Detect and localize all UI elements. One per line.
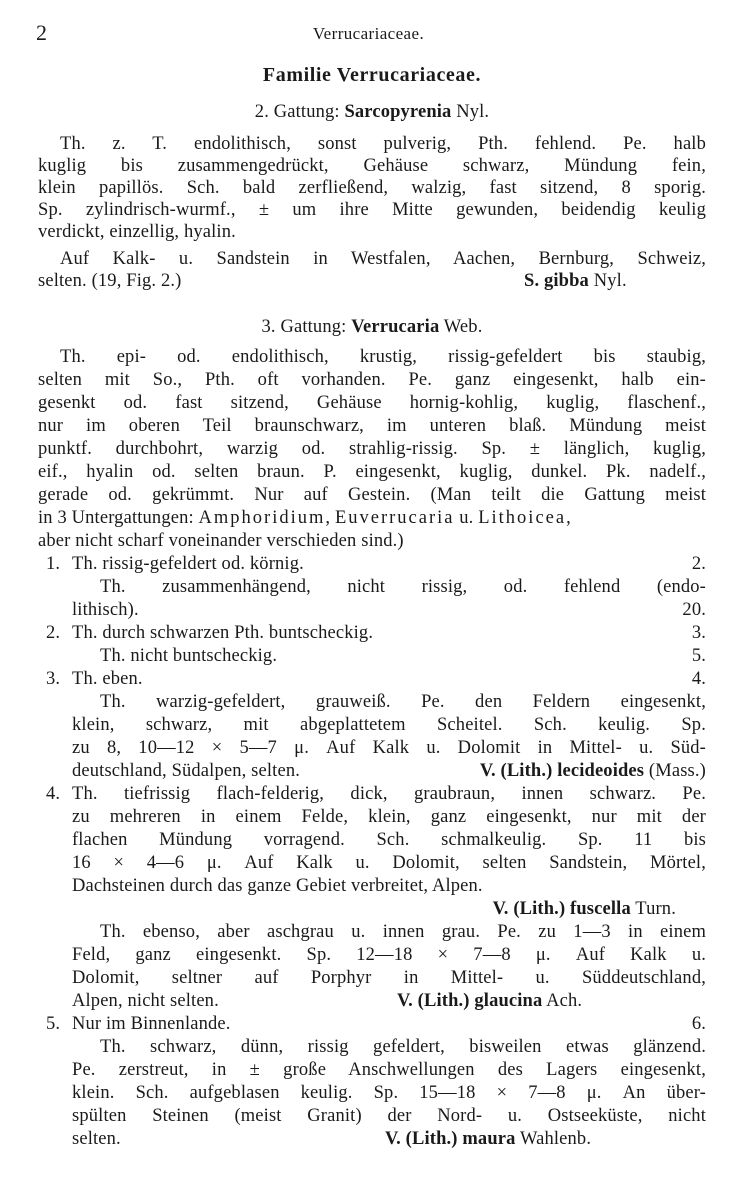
key-ref: 20. bbox=[682, 600, 706, 620]
species-line: selten. V. (Lith.) maura Wahlenb. bbox=[72, 1129, 592, 1149]
key-ref: 4. bbox=[691, 669, 706, 689]
text-line: Auf Kalk- u. Sandstein in Westfalen, Aachen, Bernburg, Schweiz, bbox=[60, 249, 706, 269]
key-entry: Th. zusammenhängend, nicht rissig, od. fehlend (endo- bbox=[100, 577, 706, 597]
text-line: gesenkt od. fast sitzend, Gehäuse hornig-kohlig, kuglig, flaschenf., bbox=[38, 393, 706, 413]
key-entry: 3. Th. eben. 4. bbox=[46, 669, 706, 689]
text-line: gerade od. gekrümmt. Nur auf Gestein. (Man teilt die Gattung meist bbox=[38, 485, 706, 505]
text-line: Feld, ganz eingesenkt. Sp. 12—18 × 7—8 μ. Auf Kalk u. bbox=[72, 945, 706, 965]
text-line: Th. warzig-gefeldert, grauweiß. Pe. den Feldern eingesenkt, bbox=[100, 692, 706, 712]
text-line: klein. Sch. aufgeblasen keulig. Sp. 15—18 × 7—8 μ. An über- bbox=[72, 1083, 706, 1103]
text-line: kuglig bis zusammengedrückt, Gehäuse schwarz, Mündung fein, bbox=[38, 156, 706, 176]
text-line: klein, schwarz, mit abgeplattetem Scheitel. Sch. keulig. Sp. bbox=[72, 715, 706, 735]
text-line: selten mit So., Pth. oft vorhanden. Pe. ganz eingesenkt, halb ein- bbox=[38, 370, 706, 390]
family-title: Familie Verrucariaceae. bbox=[262, 64, 482, 86]
species-entry: V. (Lith.) glaucina Ach. bbox=[397, 991, 583, 1011]
page-number: 2 bbox=[36, 20, 47, 45]
subgenus-name: Amphoridium bbox=[198, 508, 326, 528]
species-line: deutschland, Südalpen, selten. V. (Lith.) lecideoides (Mass.) bbox=[72, 761, 706, 781]
species-entry: V. (Lith.) maura Wahlenb. bbox=[385, 1129, 592, 1149]
text-line: Th. ebenso, aber aschgrau u. innen grau. Pe. zu 1—3 in einem bbox=[100, 922, 706, 942]
genus-heading: 3. Gattung: Verrucaria Web. bbox=[261, 317, 483, 337]
running-title: Verrucariaceae. bbox=[312, 24, 425, 43]
text-line: nur im oberen Teil braunschwarz, im unteren blaß. Mündung meist bbox=[38, 416, 706, 436]
text-line: flachen Mündung vorragend. Sch. schmalkeulig. Sp. 11 bis bbox=[72, 830, 706, 850]
text-line: punktf. durchbohrt, warzig od. strahlig-rissig. Sp. ± länglich, kuglig, bbox=[38, 439, 706, 459]
text-line: spülten Steinen (meist Granit) der Nord- u. Ostseeküste, nicht bbox=[72, 1106, 706, 1126]
subgenera-line: in 3 Untergattungen: Amphoridium, Euverrucaria u. Lithoicea, bbox=[38, 508, 571, 528]
text-line: Dachsteinen durch das ganze Gebiet verbreitet, Alpen. bbox=[72, 876, 483, 896]
key-ref: 3. bbox=[691, 623, 706, 643]
species-entry: V. (Lith.) fuscella Turn. bbox=[492, 899, 676, 919]
key-number: 3. bbox=[46, 669, 61, 689]
text-line: Dolomit, seltner auf Porphyr in Mittel- u. Süddeutschland, bbox=[72, 968, 706, 988]
subgenus-name: Euverrucaria bbox=[334, 508, 455, 528]
text-line: eif., hyalin od. selten braun. P. eingesenkt, kuglig, dunkel. Pk. nadelf., bbox=[38, 462, 706, 482]
text-line: Th. epi- od. endolithisch, krustig, rissig-gefeldert bis staubig, bbox=[60, 347, 706, 367]
genus-name: Sarcopyrenia bbox=[344, 102, 452, 122]
species-line: selten. (19, Fig. 2.) S. gibba Nyl. bbox=[38, 271, 627, 291]
text-line: Pe. zerstreut, in ± große Anschwellungen des Lagers eingesenkt, bbox=[72, 1060, 706, 1080]
text-line: zu mehreren in einem Felde, klein, ganz eingesenkt, nur mit der bbox=[72, 807, 706, 827]
key-entry: 5. Nur im Binnenlande. 6. bbox=[46, 1014, 706, 1034]
key-entry: 1. Th. rissig-gefeldert od. körnig. 2. bbox=[46, 554, 706, 574]
key-entry: 2. Th. durch schwarzen Pth. buntscheckig. 3. bbox=[46, 623, 706, 643]
key-entry: lithisch). 20. bbox=[72, 600, 706, 620]
species-entry: S. gibba Nyl. bbox=[524, 271, 627, 291]
key-ref: 6. bbox=[691, 1014, 706, 1034]
text-line: Th. z. T. endolithisch, sonst pulverig, Pth. fehlend. Pe. halb bbox=[60, 134, 706, 154]
key-ref: 5. bbox=[691, 646, 706, 666]
genus-heading: 2. Gattung: Sarcopyrenia Nyl. bbox=[254, 102, 490, 122]
key-number: 1. bbox=[46, 554, 61, 574]
key-number: 4. bbox=[46, 784, 61, 804]
text-line: verdickt, einzellig, hyalin. bbox=[38, 222, 236, 242]
text-line: klein papillös. Sch. bald zerfließend, walzig, fast sitzend, 8 sporig. bbox=[38, 178, 706, 198]
species-line: Alpen, nicht selten. V. (Lith.) glaucina Ach. bbox=[72, 991, 583, 1011]
key-number: 2. bbox=[46, 623, 61, 643]
key-entry: Th. nicht buntscheckig. 5. bbox=[100, 646, 706, 666]
species-entry: V. (Lith.) lecideoides (Mass.) bbox=[479, 761, 706, 781]
key-ref: 2. bbox=[691, 554, 706, 574]
text-line: Sp. zylindrisch-wurmf., ± um ihre Mitte gewunden, beidendig keulig bbox=[38, 200, 706, 220]
text-line: zu 8, 10—12 × 5—7 μ. Auf Kalk u. Dolomit in Mittel- u. Süd- bbox=[72, 738, 706, 758]
key-entry: 4. Th. tiefrissig flach-felderig, dick, graubraun, innen schwarz. Pe. bbox=[46, 784, 706, 804]
subgenus-name: Lithoicea bbox=[478, 508, 567, 528]
text-line: aber nicht scharf voneinander verschieden sind.) bbox=[38, 531, 404, 551]
key-number: 5. bbox=[46, 1014, 61, 1034]
text-line: 16 × 4—6 μ. Auf Kalk u. Dolomit, selten Sandstein, Mörtel, bbox=[72, 853, 706, 873]
text-line: Th. schwarz, dünn, rissig gefeldert, bisweilen etwas glänzend. bbox=[100, 1037, 706, 1057]
genus-name: Verrucaria bbox=[351, 317, 440, 337]
